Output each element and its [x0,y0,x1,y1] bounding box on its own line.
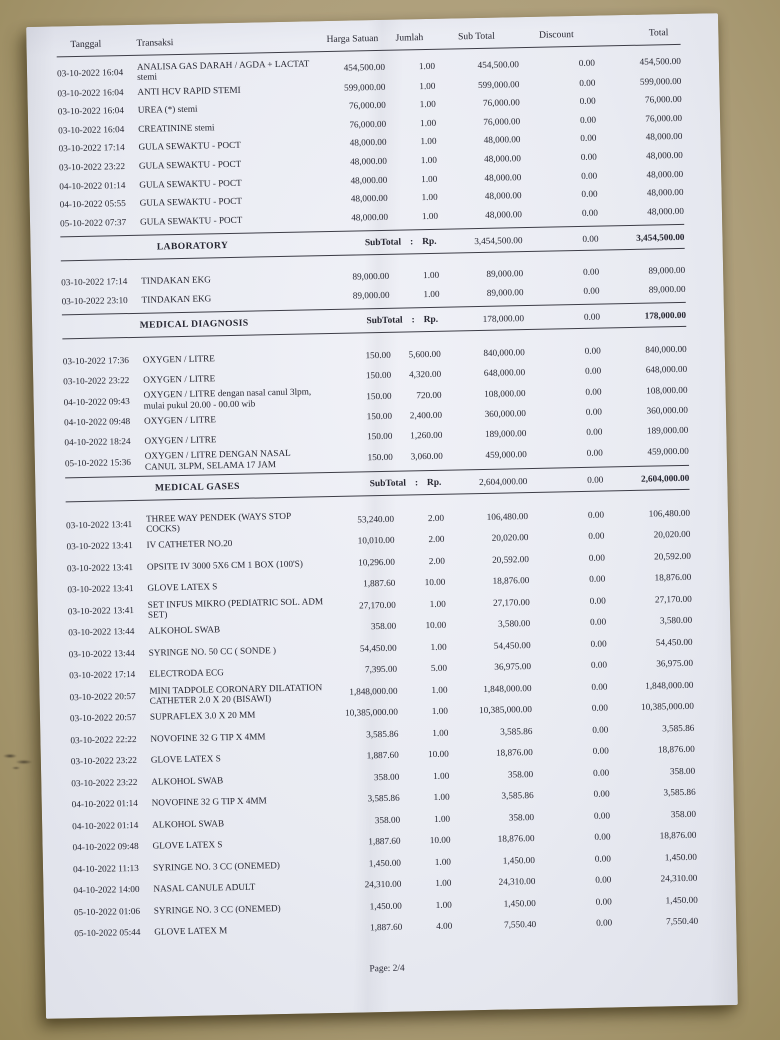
cell-desc: NOVOFINE 32 G TIP X 4MM [151,795,267,809]
cell-discount: 0.00 [591,702,608,714]
cell-qty: 1,260.00 [410,429,443,441]
cell-qty: 1.00 [434,856,452,867]
cell-desc: GLOVE LATEX M [154,925,228,938]
cell-subtotal: 24,310.00 [498,876,536,888]
cell-desc: GLOVE LATEX S [152,839,223,852]
cell-discount: 0.00 [589,573,606,585]
cell-discount: 0.00 [587,509,605,520]
cell-qty: 1.00 [421,173,438,184]
cell-total: 648,000.00 [645,364,688,375]
cell-discount: 0.00 [578,57,596,68]
cell-discount: 0.00 [581,188,598,200]
cell-total: 3,585.86 [662,722,695,734]
cell-discount: 0.00 [595,874,612,886]
cell-date: 04-10-2022 01:14 [59,179,126,191]
cell-price: 150.00 [365,349,391,361]
cell-total: 36,975.00 [656,658,694,669]
cell-discount: 0.00 [579,95,596,107]
cell-price: 48,000.00 [351,211,389,223]
cell-total: 48,000.00 [646,186,684,198]
cell-subtotal: 459,000.00 [485,448,527,460]
page-footer: Page: 2/4 [369,964,405,975]
cell-subtotal: 20,020.00 [491,532,529,544]
cell-desc: GULA SEWAKTU - POCT [139,177,242,190]
cell-date: 04-10-2022 01:14 [71,798,138,810]
cell-total: 360,000.00 [646,405,689,416]
cell-qty: 720.00 [416,389,442,400]
cell-subtotal: 358.00 [507,768,534,780]
cell-price: 1,887.60 [370,922,403,933]
cell-discount: 0.00 [581,207,599,218]
column-header: Tanggal [70,38,102,51]
cell-qty: 1.00 [431,684,448,695]
cell-discount: 0.00 [589,616,607,628]
cell-desc: NOVOFINE 32 G TIP X 4MM [150,731,266,744]
cell-discount: 0.00 [580,151,597,162]
cell-qty: 10.00 [428,749,449,760]
cell-total: 18,876.00 [659,830,697,841]
column-header: Transaksi [136,37,174,49]
cell-price: 1,848,000.00 [349,685,398,697]
cell-subtotal: 3,454,500.00 [474,234,523,246]
cell-desc: SYRINGE NO. 3 CC (ONEMED) [152,860,280,873]
subtotal-word: : [409,237,414,248]
cell-price: 10,296.00 [358,556,396,568]
cell-date: 05-10-2022 15:36 [64,456,132,469]
cell-date: 04-10-2022 05:55 [59,198,126,210]
cell-price: 1,887.60 [363,578,396,589]
cell-desc: ELECTRODA ECG [149,667,224,680]
cell-price: 3,585.86 [366,728,399,740]
cell-date: 03-10-2022 13:44 [68,647,135,660]
subtotal-word: Rp. [423,314,439,326]
subtotal-word: SubTotal [366,315,403,327]
subtotal-word: SubTotal [369,478,406,490]
cell-discount: 0.00 [594,853,612,864]
cell-desc: OXYGEN / LITRE [143,373,216,385]
cell-date: 03-10-2022 13:41 [66,518,133,531]
cell-desc: CREATININE stemi [138,122,215,134]
cell-desc: OPSITE IV 3000 5X6 CM 1 BOX (100'S) [146,558,303,572]
cell-price: 24,310.00 [364,879,402,890]
table-section [61,255,686,340]
cell-qty: 1.00 [430,641,447,652]
cell-price: 599,000.00 [343,81,386,93]
cell-discount: 0.00 [588,530,605,542]
cell-date: 05-10-2022 01:06 [73,905,141,918]
cell-date: 03-10-2022 23:22 [70,755,138,767]
cell-desc: OXYGEN / LITRE [142,353,215,365]
cell-date: 03-10-2022 17:14 [69,669,136,681]
cell-total: 2,604,000.00 [640,472,690,484]
cell-subtotal: 89,000.00 [486,287,524,298]
cell-discount: 0.00 [595,896,612,907]
cell-desc: OXYGEN / LITRE DENGAN NASAL CANUL 3LPM, SELAMA 17 JAM [144,448,291,472]
cell-qty: 2.00 [428,534,445,545]
cell-total: 1,450.00 [665,894,698,906]
cell-qty: 2,400.00 [409,409,443,421]
cell-date: 03-10-2022 16:04 [56,66,124,79]
cell-subtotal: 48,000.00 [483,134,521,146]
cell-discount: 0.00 [591,681,608,692]
cell-subtotal: 178,000.00 [482,313,525,324]
cell-price: 48,000.00 [350,155,387,167]
table-section [66,496,699,944]
cell-price: 150.00 [367,430,393,442]
cell-date: 03-10-2022 13:41 [66,540,133,552]
cell-total: 10,385,000.00 [640,701,694,713]
cell-price: 54,450.00 [359,642,397,654]
cell-price: 10,385,000.00 [345,707,399,719]
section-group-label: MEDICAL DIAGNOSIS [139,318,249,332]
cell-total: 189,000.00 [646,425,689,436]
cell-total: 89,000.00 [648,283,686,295]
cell-date: 04-10-2022 09:48 [63,416,131,428]
cell-discount: 0.00 [586,447,603,458]
subtotal-label [324,237,438,249]
cell-discount: 0.00 [596,917,613,929]
cell-desc: OXYGEN / LITRE [144,434,217,446]
cell-desc: OXYGEN / LITRE dengan nasal canul 3lpm, mulai pukul 20.00 - 00.00 wib [143,386,312,411]
cell-desc: UREA (*) stemi [137,103,198,115]
cell-discount: 0.00 [589,595,606,606]
cell-total: 18,876.00 [654,572,692,583]
cell-date: 03-10-2022 13:41 [66,561,134,574]
cell-subtotal: 358.00 [508,811,535,823]
cell-qty: 1.00 [421,191,438,203]
cell-date: 05-10-2022 07:37 [59,216,127,229]
document-content [56,26,699,981]
column-header: Sub Total [457,30,495,43]
cell-subtotal: 3,580.00 [497,618,531,630]
cell-subtotal: 108,000.00 [484,387,526,399]
cell-discount: 0.00 [579,77,596,88]
cell-subtotal: 1,450.00 [503,897,536,909]
cell-price: 7,395.00 [364,664,398,675]
cell-date: 03-10-2022 23:10 [61,294,128,307]
section-group-label: LABORATORY [156,240,229,253]
cell-discount: 0.00 [587,474,604,485]
cell-qty: 1.00 [435,899,452,910]
cell-date: 03-10-2022 17:14 [58,142,125,154]
cell-qty: 1.00 [421,210,439,221]
cell-total: 24,310.00 [660,873,698,884]
cell-price: 48,000.00 [349,137,387,148]
cell-date: 03-10-2022 16:04 [57,86,124,98]
cell-subtotal: 76,000.00 [482,97,520,109]
cell-desc: ALKOHOL SWAB [152,818,225,830]
cell-price: 1,450.00 [369,900,402,912]
cell-discount: 0.00 [584,365,602,377]
cell-qty: 2.00 [427,512,445,524]
cell-desc: MINI TADPOLE CORONARY DILATATION CATHETER 2.0 X 20 (BISAWI) [149,681,323,706]
cell-discount: 0.00 [583,285,600,296]
cell-subtotal: 106,480.00 [486,511,529,522]
cell-date: 03-10-2022 17:36 [62,355,130,367]
cell-subtotal: 20,592.00 [492,553,529,565]
cell-date: 03-10-2022 20:57 [69,690,136,703]
cell-qty: 1.00 [433,770,450,781]
column-header: Total [648,27,669,39]
cell-date: 04-10-2022 18:24 [64,436,131,448]
document-paper [26,13,738,1019]
subtotal-word: SubTotal [364,237,402,249]
cell-qty: 1.00 [429,598,446,609]
cell-discount: 0.00 [593,810,611,821]
cell-total: 3,454,500.00 [636,231,685,243]
cell-desc: GULA SEWAKTU - POCT [138,158,242,171]
cell-date: 05-10-2022 05:44 [74,927,141,939]
cell-total: 18,876.00 [657,744,695,755]
cell-price: 358.00 [373,771,400,783]
cell-subtotal: 54,450.00 [493,639,531,651]
cell-qty: 5,600.00 [408,348,441,360]
cell-date: 03-10-2022 13:44 [68,626,135,638]
cell-discount: 0.00 [594,831,611,843]
cell-date: 04-10-2022 09:48 [72,841,139,853]
cell-date: 04-10-2022 01:14 [72,819,139,832]
cell-subtotal: 48,000.00 [484,153,521,164]
cell-discount: 0.00 [593,767,610,778]
cell-total: 3,580.00 [659,615,693,626]
cell-subtotal: 48,000.00 [485,208,523,220]
cell-qty: 4,320.00 [408,368,442,380]
cell-desc: IV CATHETER NO.20 [146,538,233,551]
cell-total: 840,000.00 [645,344,687,355]
cell-price: 150.00 [366,410,393,422]
cell-price: 89,000.00 [352,289,390,301]
cell-total: 599,000.00 [639,75,682,87]
cell-total: 7,550.40 [665,916,699,927]
cell-qty: 10.00 [424,577,446,588]
cell-discount: 0.00 [579,114,597,125]
cell-qty: 1.00 [420,136,437,147]
cell-price: 53,240.00 [357,513,395,525]
cell-date: 03-10-2022 20:57 [69,712,137,724]
cell-discount: 0.00 [583,311,601,322]
cell-qty: 3,060.00 [410,450,443,462]
cell-discount: 0.00 [580,132,597,144]
subtotal-label [329,478,443,490]
cell-total: 54,450.00 [655,636,693,648]
cell-subtotal: 3,585.86 [501,790,534,802]
cell-date: 03-10-2022 23:22 [71,776,138,789]
cell-qty: 1.00 [419,80,436,91]
cell-total: 27,170.00 [654,593,692,605]
cell-price: 76,000.00 [349,118,387,130]
cell-price: 10,010.00 [357,535,395,546]
cell-discount: 0.00 [582,233,599,244]
desk-pen-marks [2,748,36,774]
cell-qty: 1.00 [433,792,450,803]
cell-total: 459,000.00 [647,445,689,457]
cell-subtotal: 18,876.00 [495,747,533,759]
cell-date: 03-10-2022 23:22 [58,161,126,173]
cell-subtotal: 1,450.00 [502,854,536,866]
cell-desc: ANTI HCV RAPID STEMI [137,84,241,97]
cell-price: 150.00 [367,451,393,462]
cell-subtotal: 360,000.00 [484,408,527,420]
cell-total: 106,480.00 [648,507,691,519]
cell-subtotal: 89,000.00 [486,268,524,280]
cell-qty: 1.00 [431,706,449,717]
cell-total: 89,000.00 [648,265,686,276]
cell-total: 358.00 [670,808,697,820]
column-header: Harga Satuan [326,32,379,46]
cell-subtotal: 454,500.00 [477,58,520,70]
cell-price: 1,887.60 [366,750,399,761]
column-header: Discount [538,29,574,41]
cell-total: 48,000.00 [645,131,683,142]
cell-total: 358.00 [669,765,696,777]
cell-date: 04-10-2022 09:43 [63,395,130,408]
cell-desc: GLOVE LATEX S [147,581,218,594]
cell-discount: 0.00 [586,426,603,438]
cell-desc: TINDAKAN EKG [141,293,212,305]
cell-subtotal: 36,975.00 [494,661,532,673]
cell-discount: 0.00 [584,345,601,357]
cell-qty: 1.00 [433,813,451,824]
cell-qty: 1.00 [423,288,440,300]
cell-date: 04-10-2022 14:00 [73,884,140,896]
subtotal-word: Rp. [426,477,442,489]
subtotal-label [326,315,440,327]
cell-subtotal: 189,000.00 [484,428,527,440]
cell-price: 358.00 [370,621,397,632]
cell-subtotal: 27,170.00 [492,596,530,608]
cell-total: 3,585.86 [663,787,696,798]
cell-total: 108,000.00 [646,384,688,396]
cell-desc: TINDAKAN EKG [141,274,211,287]
cell-price: 3,585.86 [367,793,400,804]
cell-discount: 0.00 [590,638,607,649]
cell-desc: SET INFUS MIKRO (PEDIATRIC SOL. ADM SET) [147,595,324,620]
cell-subtotal: 7,550.40 [503,919,537,931]
cell-price: 1,887.60 [368,836,401,847]
cell-desc: SUPRAFLEX 3.0 X 20 MM [149,710,256,723]
cell-discount: 0.00 [592,745,609,757]
cell-subtotal: 599,000.00 [477,78,520,90]
cell-date: 03-10-2022 16:04 [58,123,125,136]
cell-subtotal: 10,385,000.00 [478,704,533,716]
cell-total: 48,000.00 [647,205,685,217]
cell-subtotal: 2,604,000.00 [479,476,528,487]
cell-discount: 0.00 [588,552,605,563]
table-section [63,333,690,502]
cell-desc: ALKOHOL SWAB [148,624,221,637]
cell-total: 76,000.00 [645,112,683,124]
subtotal-word: : [414,478,419,489]
cell-discount: 0.00 [592,724,609,735]
cell-total: 48,000.00 [645,149,683,161]
cell-desc: OXYGEN / LITRE [143,414,217,426]
cell-total: 454,500.00 [639,55,682,67]
cell-total: 1,848,000.00 [645,679,694,691]
cell-subtotal: 48,000.00 [484,171,522,183]
cell-subtotal: 648,000.00 [483,367,526,379]
cell-subtotal: 48,000.00 [484,190,522,201]
cell-qty: 5.00 [430,663,448,674]
subtotal-word: : [411,315,415,326]
cell-total: 20,592.00 [654,550,691,562]
cell-qty: 1.00 [420,154,437,166]
cell-price: 27,170.00 [358,599,396,611]
cell-total: 48,000.00 [646,168,684,180]
cell-total: 1,450.00 [664,851,698,863]
cell-date: 03-10-2022 13:41 [67,604,135,617]
cell-desc: ALKOHOL SWAB [151,775,224,787]
cell-price: 48,000.00 [350,192,388,204]
cell-qty: 1.00 [432,727,449,738]
cell-desc: ANALISA GAS DARAH / AGDA + LACTAT stemi [136,57,310,82]
cell-price: 1,450.00 [368,857,402,869]
cell-discount: 0.00 [585,406,603,418]
column-header: Jumlah [395,32,424,44]
cell-date: 03-10-2022 22:22 [70,733,137,746]
cell-discount: 0.00 [585,386,602,397]
cell-subtotal: 1,848,000.00 [483,682,532,694]
cell-subtotal: 18,876.00 [497,833,535,845]
cell-qty: 1.00 [418,60,436,71]
cell-price: 358.00 [374,814,401,826]
cell-date: 03-10-2022 16:04 [57,105,124,117]
cell-discount: 0.00 [581,170,598,181]
cell-desc: GULA SEWAKTU - POCT [138,140,241,153]
cell-qty: 10.00 [429,835,451,846]
cell-price: 76,000.00 [348,99,386,111]
cell-price: 150.00 [366,390,392,401]
cell-desc: SYRINGE NO. 3 CC (ONEMED) [153,903,281,916]
cell-discount: 0.00 [590,659,608,671]
cell-price: 454,500.00 [343,61,386,73]
cell-date: 03-10-2022 23:22 [63,375,130,387]
cell-discount: 0.00 [593,788,610,800]
cell-qty: 1.00 [419,98,436,110]
subtotal-word: Rp. [422,236,437,247]
cell-price: 89,000.00 [352,271,390,282]
cell-total: 20,020.00 [653,529,691,540]
cell-date: 03-10-2022 17:14 [61,276,128,288]
cell-desc: GULA SEWAKTU - POCT [139,195,243,208]
cell-qty: 1.00 [419,117,437,128]
cell-qty: 4.00 [436,921,453,932]
cell-desc: SYRINGE NO. 50 CC ( SONDE ) [148,645,277,658]
cell-desc: NASAL CANULE ADULT [153,882,256,895]
section-group-label: MEDICAL GASES [154,481,240,494]
cell-subtotal: 3,585.86 [500,725,533,737]
cell-subtotal: 18,876.00 [492,575,530,587]
cell-qty: 2.00 [428,555,446,567]
billing-table [56,26,698,945]
cell-date: 04-10-2022 11:13 [72,862,139,875]
cell-total: 76,000.00 [644,94,682,105]
cell-price: 150.00 [365,369,392,381]
cell-subtotal: 840,000.00 [483,347,525,359]
cell-desc: THREE WAY PENDEK (WAYS STOP COCKS) [145,510,291,534]
cell-total: 178,000.00 [644,309,687,321]
cell-qty: 10.00 [425,620,447,631]
cell-desc: GLOVE LATEX S [150,753,221,766]
cell-qty: 1.00 [435,878,452,889]
cell-qty: 1.00 [423,270,440,281]
cell-desc: GULA SEWAKTU - POCT [139,214,243,227]
table-section [57,44,685,261]
cell-price: 48,000.00 [350,174,388,186]
cell-subtotal: 76,000.00 [483,115,521,127]
cell-discount: 0.00 [582,266,600,278]
cell-date: 03-10-2022 13:41 [67,583,134,595]
